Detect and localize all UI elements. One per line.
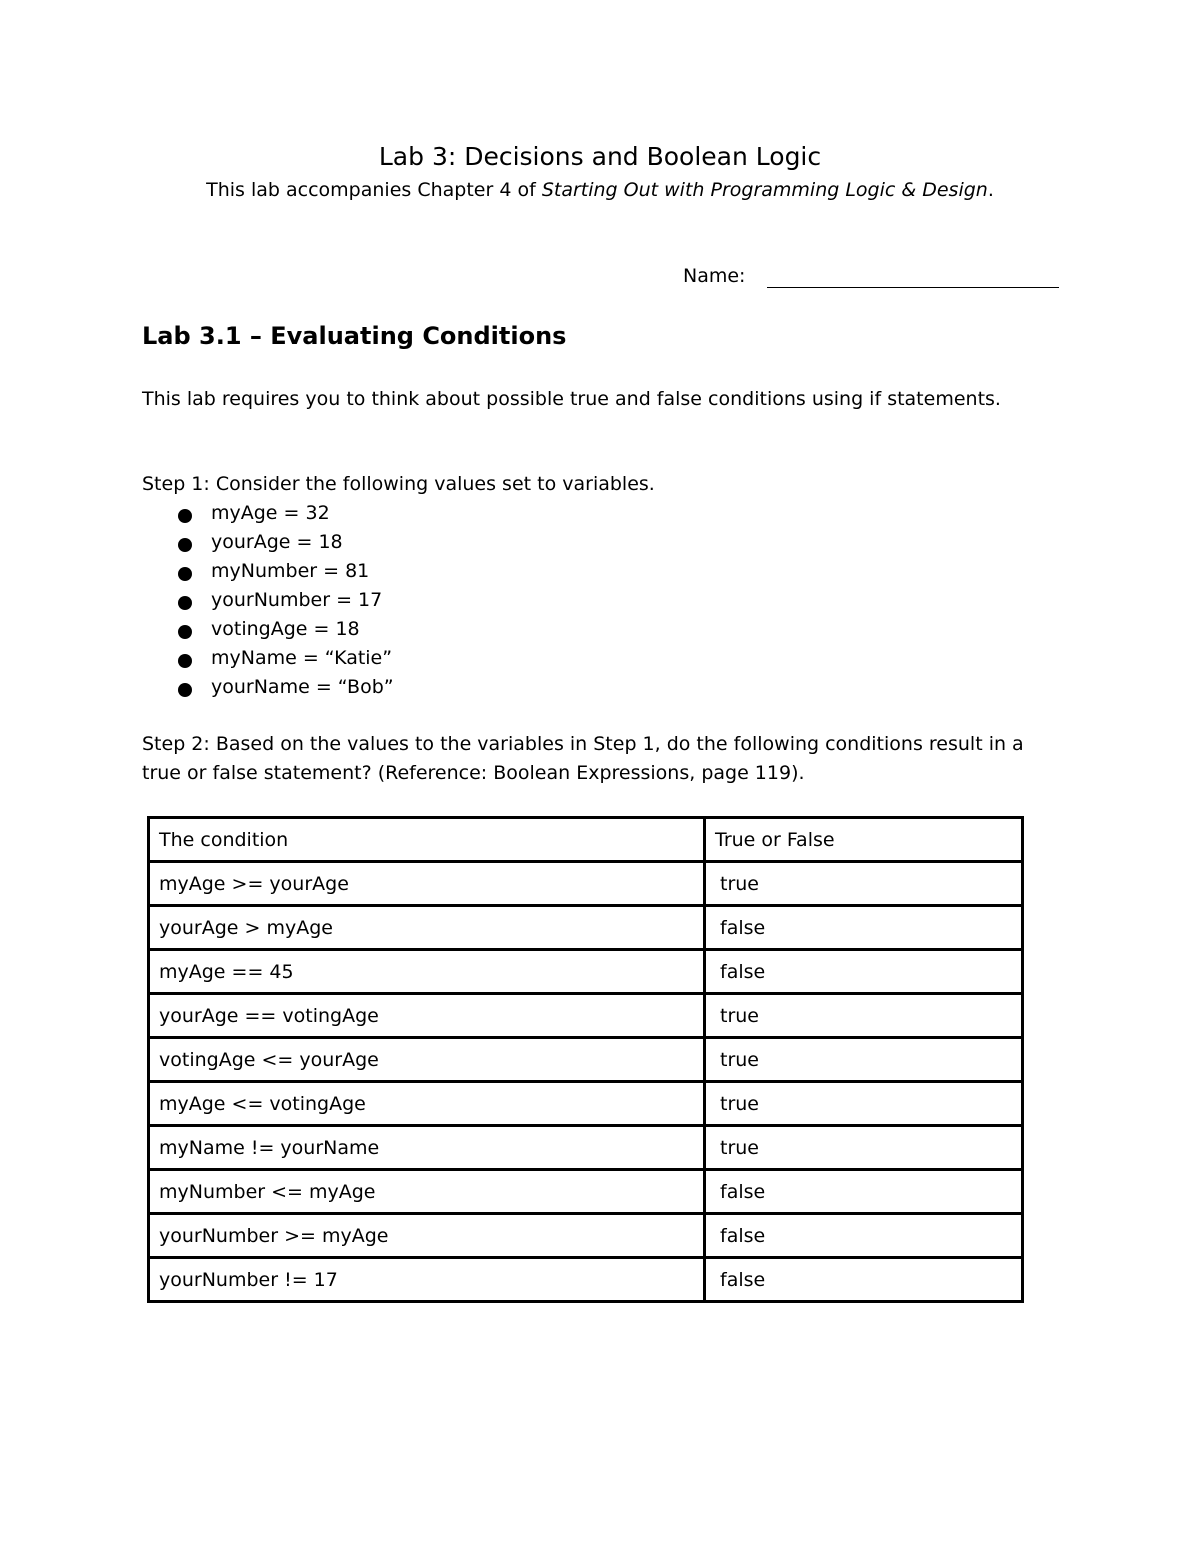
answer-cell[interactable]: false <box>705 1258 1023 1302</box>
table-row <box>149 1038 1023 1082</box>
condition-cell: myNumber <= myAge <box>149 1170 705 1214</box>
page-subtitle <box>0 177 1200 203</box>
table-row <box>149 994 1023 1038</box>
subtitle-suffix: . <box>987 179 994 201</box>
name-blank-line[interactable] <box>767 287 1059 288</box>
name-label: Name: <box>683 265 746 287</box>
answer-cell[interactable]: true <box>705 1126 1023 1170</box>
header-true-or-false: True or False <box>705 818 1023 862</box>
conditions-table <box>147 816 1024 1303</box>
condition-cell: yourAge == votingAge <box>149 994 705 1038</box>
condition-cell: myAge == 45 <box>149 950 705 994</box>
list-item <box>178 499 394 528</box>
condition-cell: myAge <= votingAge <box>149 1082 705 1126</box>
bullet-icon <box>178 596 192 610</box>
bullet-icon <box>178 509 192 523</box>
subtitle-prefix: This lab accompanies Chapter 4 of <box>206 179 542 201</box>
header-condition: The condition <box>149 818 705 862</box>
list-item <box>178 644 394 673</box>
table-row <box>149 862 1023 906</box>
variable-text: myNumber = 81 <box>211 560 370 582</box>
book-title: Starting Out with Programming Logic & Design <box>541 179 988 201</box>
answer-cell[interactable]: false <box>705 1170 1023 1214</box>
bullet-icon <box>178 654 192 668</box>
bullet-icon <box>178 683 192 697</box>
variable-list <box>178 499 394 702</box>
answer-cell[interactable]: false <box>705 950 1023 994</box>
answer-cell[interactable]: true <box>705 1082 1023 1126</box>
condition-cell: yourAge > myAge <box>149 906 705 950</box>
variable-text: votingAge = 18 <box>211 618 360 640</box>
variable-text: yourAge = 18 <box>211 531 343 553</box>
section-heading: Lab 3.1 – Evaluating Conditions <box>142 322 567 350</box>
table-row <box>149 1082 1023 1126</box>
answer-cell[interactable]: true <box>705 994 1023 1038</box>
intro-paragraph: This lab requires you to think about possible true and false conditions using if statements. <box>142 388 1001 410</box>
table-row <box>149 950 1023 994</box>
table-row <box>149 1126 1023 1170</box>
list-item <box>178 586 394 615</box>
table-row <box>149 1170 1023 1214</box>
condition-cell: votingAge <= yourAge <box>149 1038 705 1082</box>
condition-cell: myAge >= yourAge <box>149 862 705 906</box>
table-row <box>149 1258 1023 1302</box>
answer-cell[interactable]: false <box>705 906 1023 950</box>
table-header-row <box>149 818 1023 862</box>
variable-text: yourName = “Bob” <box>211 676 394 698</box>
variable-text: myAge = 32 <box>211 502 330 524</box>
step-2-text: Step 2: Based on the values to the variables in Step 1, do the following conditions result in a true or false statement? (Reference: Boolean Expressions, page 119). <box>142 733 1024 784</box>
condition-cell: yourNumber != 17 <box>149 1258 705 1302</box>
list-item <box>178 557 394 586</box>
bullet-icon <box>178 538 192 552</box>
variable-text: yourNumber = 17 <box>211 589 383 611</box>
step-1-text: Step 1: Consider the following values set to variables. <box>142 473 655 495</box>
variable-text: myName = “Katie” <box>211 647 393 669</box>
answer-cell[interactable]: false <box>705 1214 1023 1258</box>
table-row <box>149 1214 1023 1258</box>
list-item <box>178 615 394 644</box>
bullet-icon <box>178 625 192 639</box>
answer-cell[interactable]: true <box>705 1038 1023 1082</box>
condition-cell: yourNumber >= myAge <box>149 1214 705 1258</box>
list-item <box>178 528 394 557</box>
bullet-icon <box>178 567 192 581</box>
table-row <box>149 906 1023 950</box>
answer-cell[interactable]: true <box>705 862 1023 906</box>
page-title: Lab 3: Decisions and Boolean Logic <box>378 142 822 171</box>
list-item <box>178 673 394 702</box>
condition-cell: myName != yourName <box>149 1126 705 1170</box>
